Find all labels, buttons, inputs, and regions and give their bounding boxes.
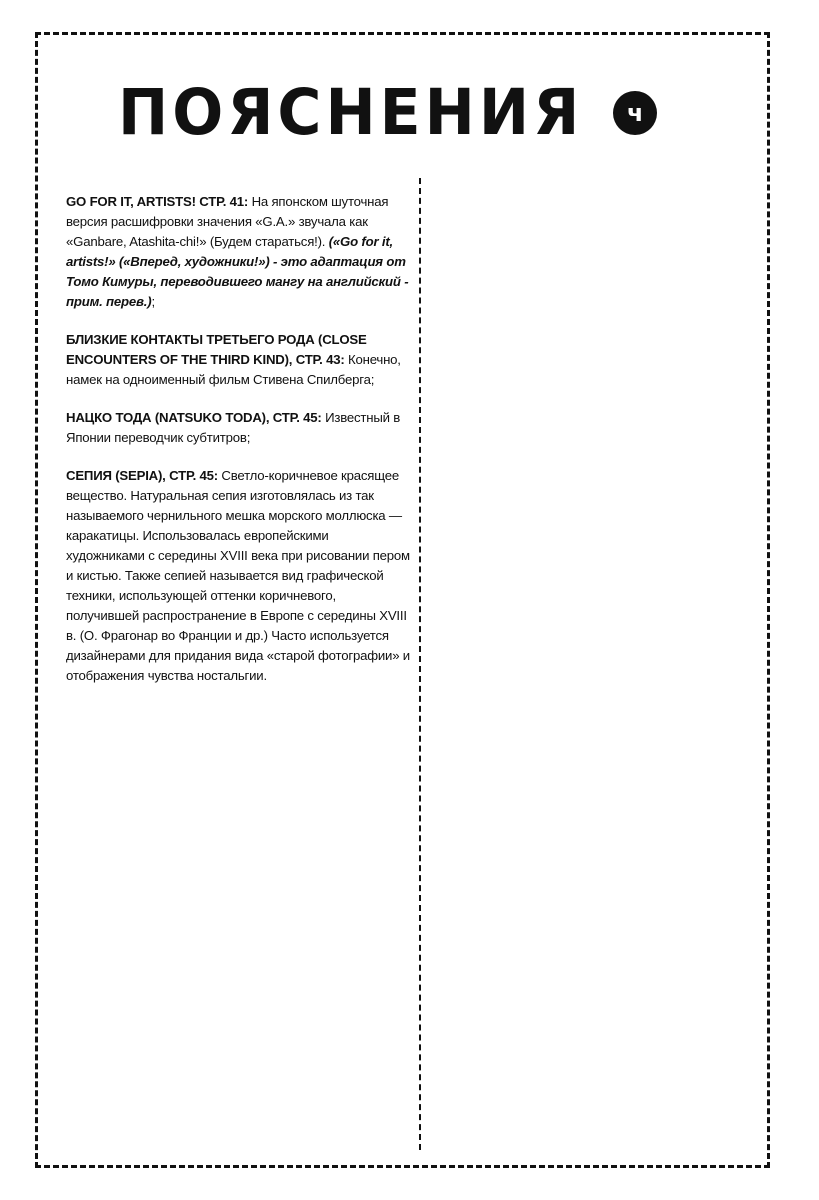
note-go-for-it-artists xyxy=(66,192,410,312)
notes-column xyxy=(66,192,410,704)
note-heading: НАЦКО ТОДА (NATSUKO TODA), СТР. 45: xyxy=(66,410,322,425)
page-title: ПОЯСНЕНИЯ xyxy=(118,76,584,150)
page-number-badge: ч xyxy=(613,91,657,135)
note-text: Светло-коричневое красящее вещество. Натуральная сепия изготовлялась из так называемого чернильного мешка морского моллюска — каракатицы. Использовалась европейскими художниками с середины XVIII века при рисовании пером и кистью. Также сепией называется вид графической техники, использующей оттенки коричневого, получившей распространение в Европе с середины XVIII в. (О. Фрагонар во Франции и др.) Часто используется дизайнерами для придания вида «старой фотографии» и отображения чувства ностальгии. xyxy=(66,468,410,683)
note-natsuko-toda xyxy=(66,408,410,448)
note-heading: СЕПИЯ (SEPIA), СТР. 45: xyxy=(66,468,218,483)
note-sepia xyxy=(66,466,410,686)
note-translator-remark: («Go for it, artists!» («Вперед, художники!») - это адаптация от Томо Кимуры, переводившего мангу на английский - прим. перев.) xyxy=(66,234,409,309)
note-close-encounters xyxy=(66,330,410,390)
note-tail: ; xyxy=(151,294,155,309)
note-text: Конечно, намек на одноименный фильм Стивена Спилберга; xyxy=(66,352,401,387)
note-heading: GO FOR IT, ARTISTS! СТР. 41: xyxy=(66,194,249,209)
note-heading: БЛИЗКИЕ КОНТАКТЫ ТРЕТЬЕГО РОДА (CLOSE ENCOUNTERS OF THE THIRD KIND), СТР. 43: xyxy=(66,332,367,367)
note-text: На японском шуточная версия расшифровки значения «G.A.» звучала как «Ganbare, Atashita-chi!» (Будем стараться!). xyxy=(66,194,389,249)
column-divider xyxy=(419,178,421,1150)
title-row xyxy=(118,78,657,148)
note-text: Известный в Японии переводчик субтитров; xyxy=(66,410,401,445)
